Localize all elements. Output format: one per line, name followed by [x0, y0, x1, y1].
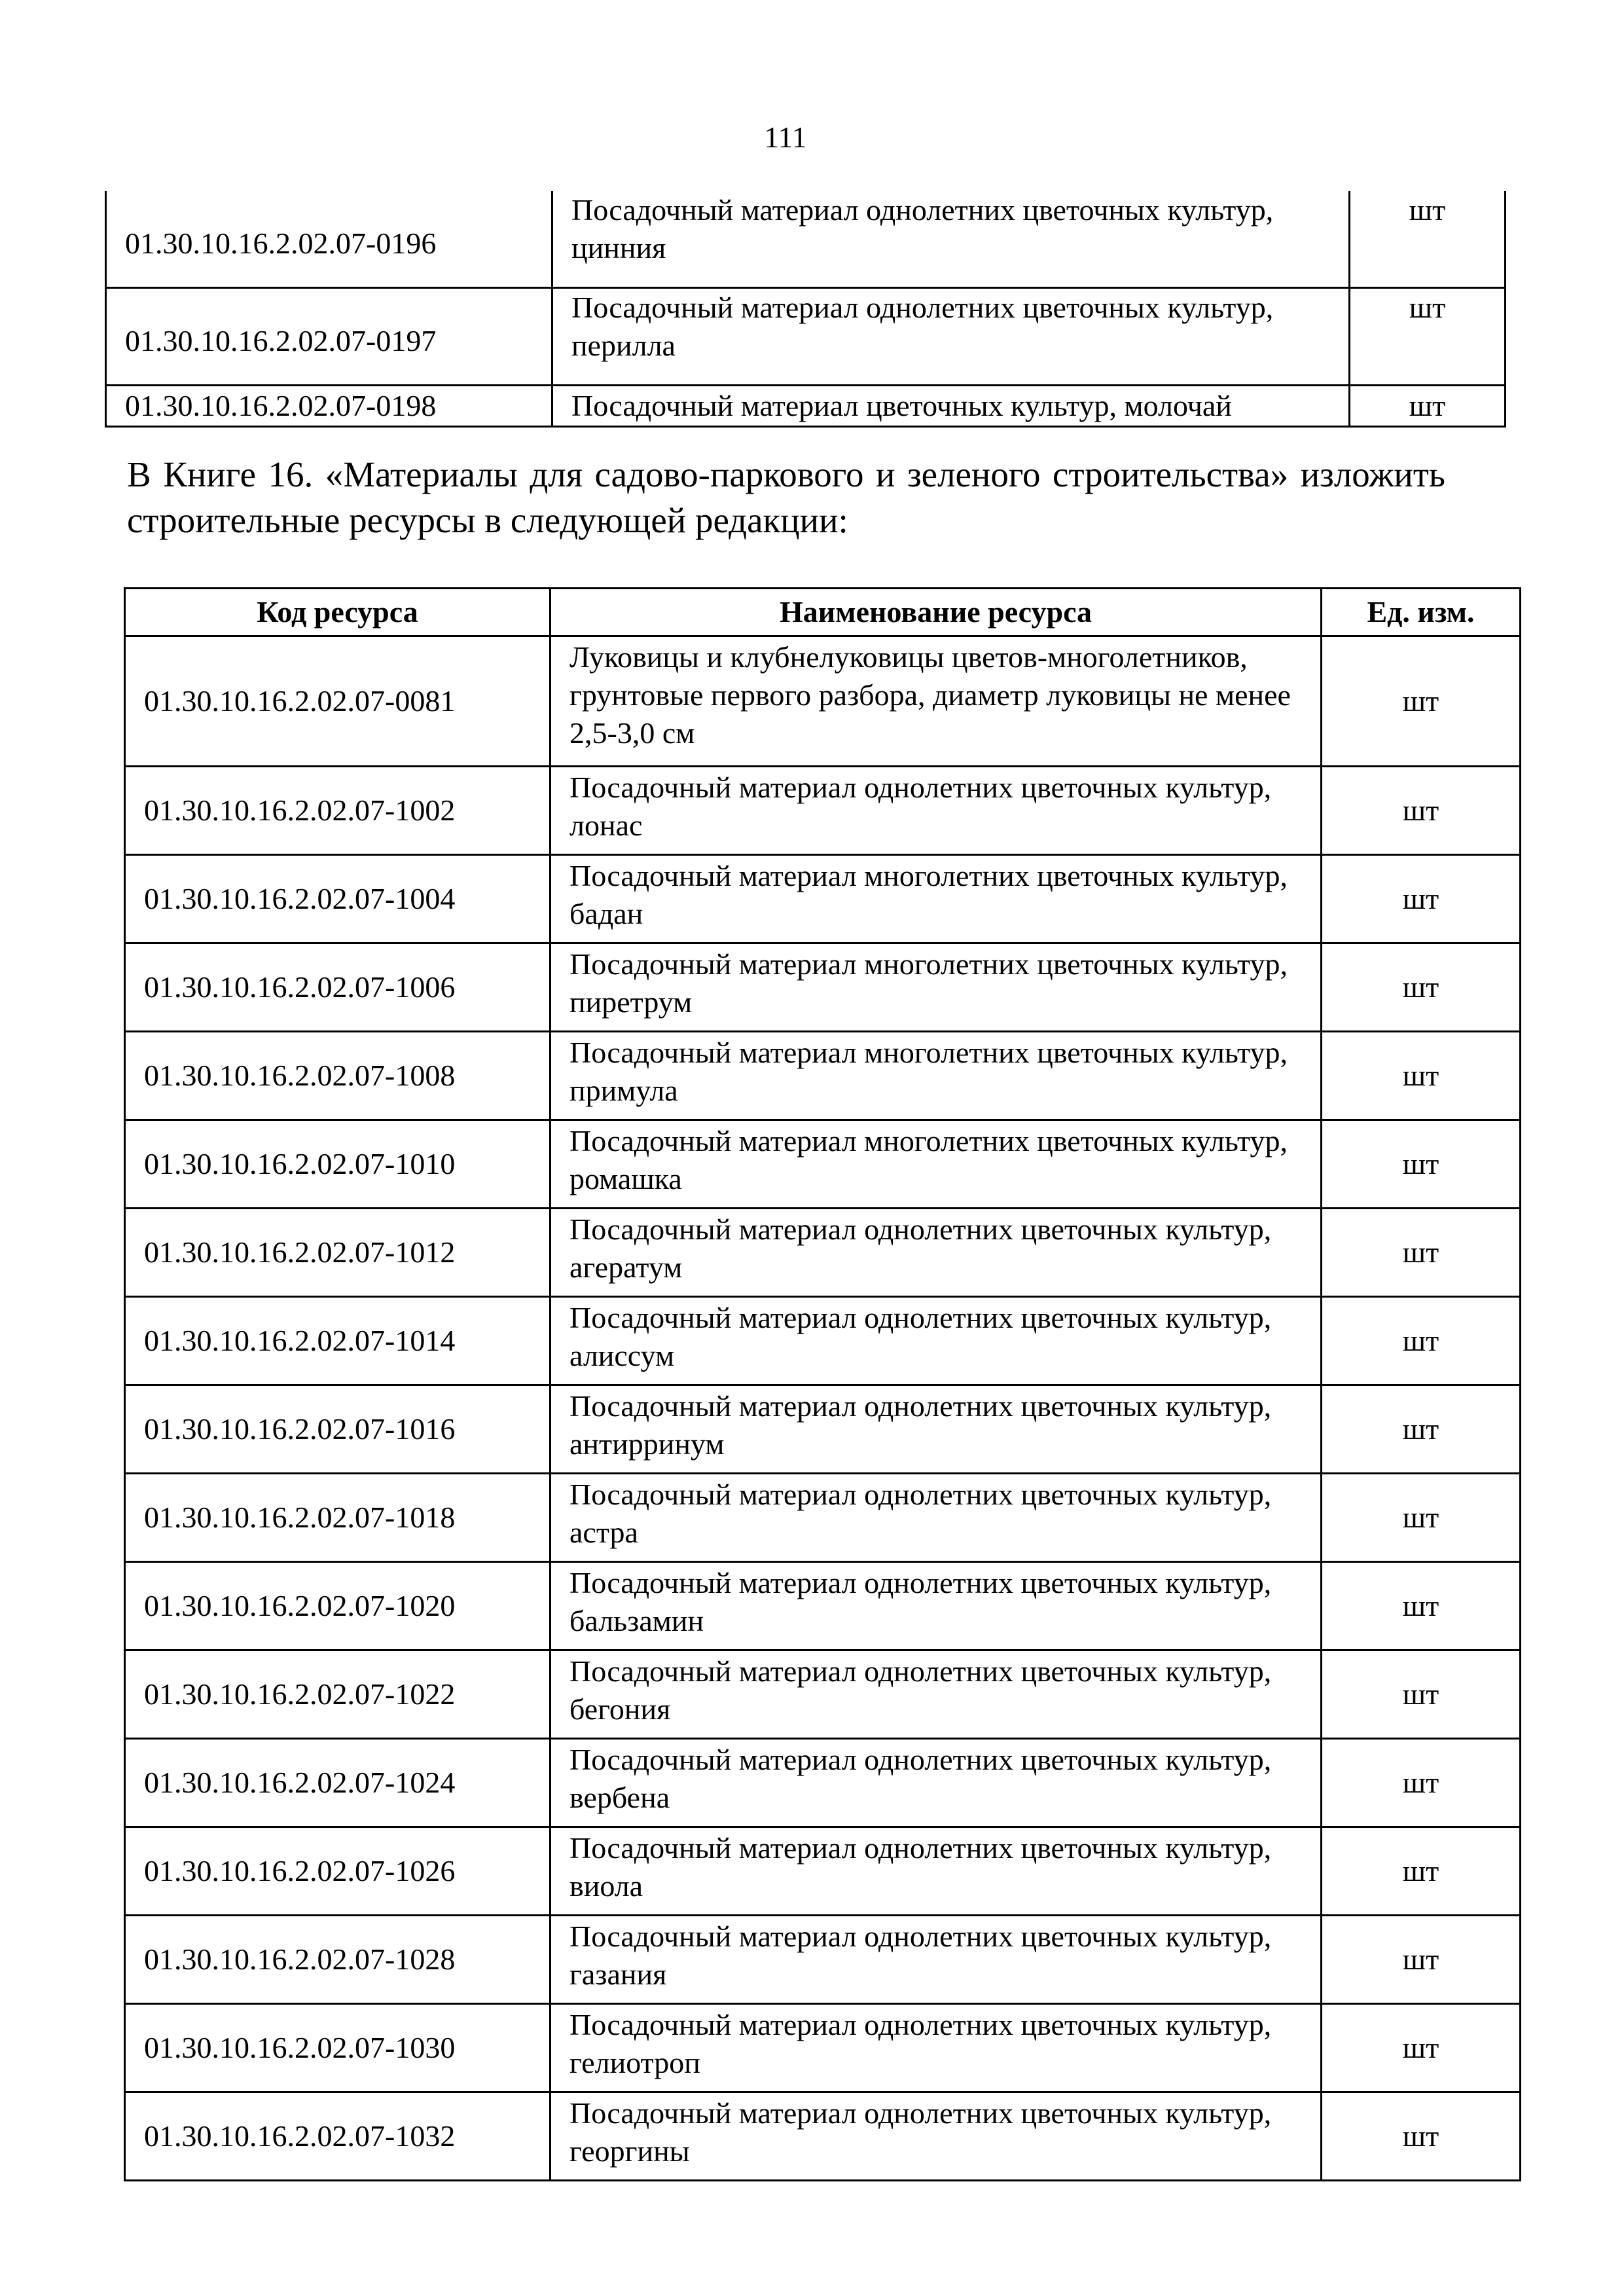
resource-code: 01.30.10.16.2.02.07-1020 — [125, 1562, 550, 1650]
resource-name: Посадочный материал многолетних цветочных культур, примула — [550, 1032, 1322, 1120]
table-row — [125, 1120, 1521, 1209]
resource-code: 01.30.10.16.2.02.07-1008 — [125, 1032, 550, 1120]
instruction-paragraph: В Книге 16. «Материалы для садово-паркового и зеленого строительства» изложить строительные ресурсы в следующей редакции: — [127, 454, 1445, 540]
resource-unit: шт — [1322, 1562, 1521, 1650]
resource-unit: шт — [1322, 1650, 1521, 1739]
table-row — [106, 288, 1506, 386]
resource-unit: шт — [1322, 1297, 1521, 1385]
resource-name: Посадочный материал однолетних цветочных культур, цинния — [552, 191, 1350, 288]
resource-unit: шт — [1322, 1032, 1521, 1120]
resource-unit: шт — [1322, 1916, 1521, 2004]
resource-name: Посадочный материал однолетних цветочных культур, бальзамин — [550, 1562, 1322, 1650]
resource-name: Посадочный материал однолетних цветочных культур, бегония — [550, 1650, 1322, 1739]
resource-unit: шт — [1322, 1120, 1521, 1209]
resource-name: Посадочный материал однолетних цветочных культур, антирринум — [550, 1385, 1322, 1474]
resource-code: 01.30.10.16.2.02.07-1024 — [125, 1739, 550, 1827]
resource-code: 01.30.10.16.2.02.07-0196 — [106, 191, 552, 288]
resource-unit: шт — [1322, 1209, 1521, 1297]
resource-name: Посадочный материал однолетних цветочных культур, алиссум — [550, 1297, 1322, 1385]
resource-unit: шт — [1322, 636, 1521, 767]
table-row — [125, 767, 1521, 855]
resource-unit: шт — [1322, 1474, 1521, 1562]
resource-unit: шт — [1322, 1739, 1521, 1827]
table-row — [125, 1827, 1521, 1916]
header-unit: Ед. изм. — [1322, 589, 1521, 636]
table-row — [125, 2004, 1521, 2092]
resource-unit: шт — [1350, 191, 1506, 288]
resource-name: Посадочный материал однолетних цветочных культур, газания — [550, 1916, 1322, 2004]
header-code: Код ресурса — [125, 589, 550, 636]
resource-unit: шт — [1322, 855, 1521, 943]
resource-code: 01.30.10.16.2.02.07-1012 — [125, 1209, 550, 1297]
table-row — [125, 636, 1521, 767]
resource-code: 01.30.10.16.2.02.07-1028 — [125, 1916, 550, 2004]
resource-code: 01.30.10.16.2.02.07-1006 — [125, 943, 550, 1032]
header-name: Наименование ресурса — [550, 589, 1322, 636]
table-row — [125, 1739, 1521, 1827]
resource-code: 01.30.10.16.2.02.07-1016 — [125, 1385, 550, 1474]
resource-code: 01.30.10.16.2.02.07-1032 — [125, 2092, 550, 2181]
resource-code: 01.30.10.16.2.02.07-1026 — [125, 1827, 550, 1916]
resources-table — [124, 587, 1521, 2181]
table-row — [125, 1385, 1521, 1474]
page-number: 111 — [764, 120, 807, 154]
resource-code: 01.30.10.16.2.02.07-1010 — [125, 1120, 550, 1209]
resource-name: Посадочный материал многолетних цветочных культур, ромашка — [550, 1120, 1322, 1209]
resource-unit: шт — [1322, 2004, 1521, 2092]
resource-name: Посадочный материал однолетних цветочных культур, агератум — [550, 1209, 1322, 1297]
resource-name: Посадочный материал однолетних цветочных культур, перилла — [552, 288, 1350, 386]
table-row — [125, 1209, 1521, 1297]
resource-unit: шт — [1322, 1385, 1521, 1474]
table-row — [125, 1650, 1521, 1739]
table-header-row — [125, 589, 1521, 636]
table-row — [125, 855, 1521, 943]
resource-name: Посадочный материал многолетних цветочных культур, пиретрум — [550, 943, 1322, 1032]
resource-name: Посадочный материал цветочных культур, молочай — [552, 386, 1350, 427]
resource-name: Посадочный материал однолетних цветочных культур, виола — [550, 1827, 1322, 1916]
resource-name: Посадочный материал однолетних цветочных культур, астра — [550, 1474, 1322, 1562]
resource-code: 01.30.10.16.2.02.07-1004 — [125, 855, 550, 943]
resource-unit: шт — [1322, 1827, 1521, 1916]
resource-code: 01.30.10.16.2.02.07-1002 — [125, 767, 550, 855]
resource-code: 01.30.10.16.2.02.07-0198 — [106, 386, 552, 427]
resource-name: Луковицы и клубнелуковицы цветов-многолетников, грунтовые первого разбора, диаметр луковицы не менее 2,5-3,0 см — [550, 636, 1322, 767]
table-row — [106, 386, 1506, 427]
table-row — [125, 1562, 1521, 1650]
table-row — [125, 1032, 1521, 1120]
resource-unit: шт — [1350, 386, 1506, 427]
table-row — [125, 1474, 1521, 1562]
table-row — [125, 2092, 1521, 2181]
table-row — [125, 1297, 1521, 1385]
resource-code: 01.30.10.16.2.02.07-0197 — [106, 288, 552, 386]
resource-name: Посадочный материал однолетних цветочных культур, лонас — [550, 767, 1322, 855]
resource-unit: шт — [1350, 288, 1506, 386]
resource-unit: шт — [1322, 2092, 1521, 2181]
resource-name: Посадочный материал однолетних цветочных культур, вербена — [550, 1739, 1322, 1827]
resource-code: 01.30.10.16.2.02.07-1030 — [125, 2004, 550, 2092]
resource-code: 01.30.10.16.2.02.07-1018 — [125, 1474, 550, 1562]
table-row — [106, 191, 1506, 288]
resource-name: Посадочный материал однолетних цветочных культур, гелиотроп — [550, 2004, 1322, 2092]
continuation-table — [105, 191, 1506, 428]
resource-name: Посадочный материал многолетних цветочных культур, бадан — [550, 855, 1322, 943]
resource-code: 01.30.10.16.2.02.07-0081 — [125, 636, 550, 767]
resource-code: 01.30.10.16.2.02.07-1022 — [125, 1650, 550, 1739]
resource-name: Посадочный материал однолетних цветочных культур, георгины — [550, 2092, 1322, 2181]
resource-code: 01.30.10.16.2.02.07-1014 — [125, 1297, 550, 1385]
table-row — [125, 943, 1521, 1032]
resource-unit: шт — [1322, 943, 1521, 1032]
table-row — [125, 1916, 1521, 2004]
resource-unit: шт — [1322, 767, 1521, 855]
